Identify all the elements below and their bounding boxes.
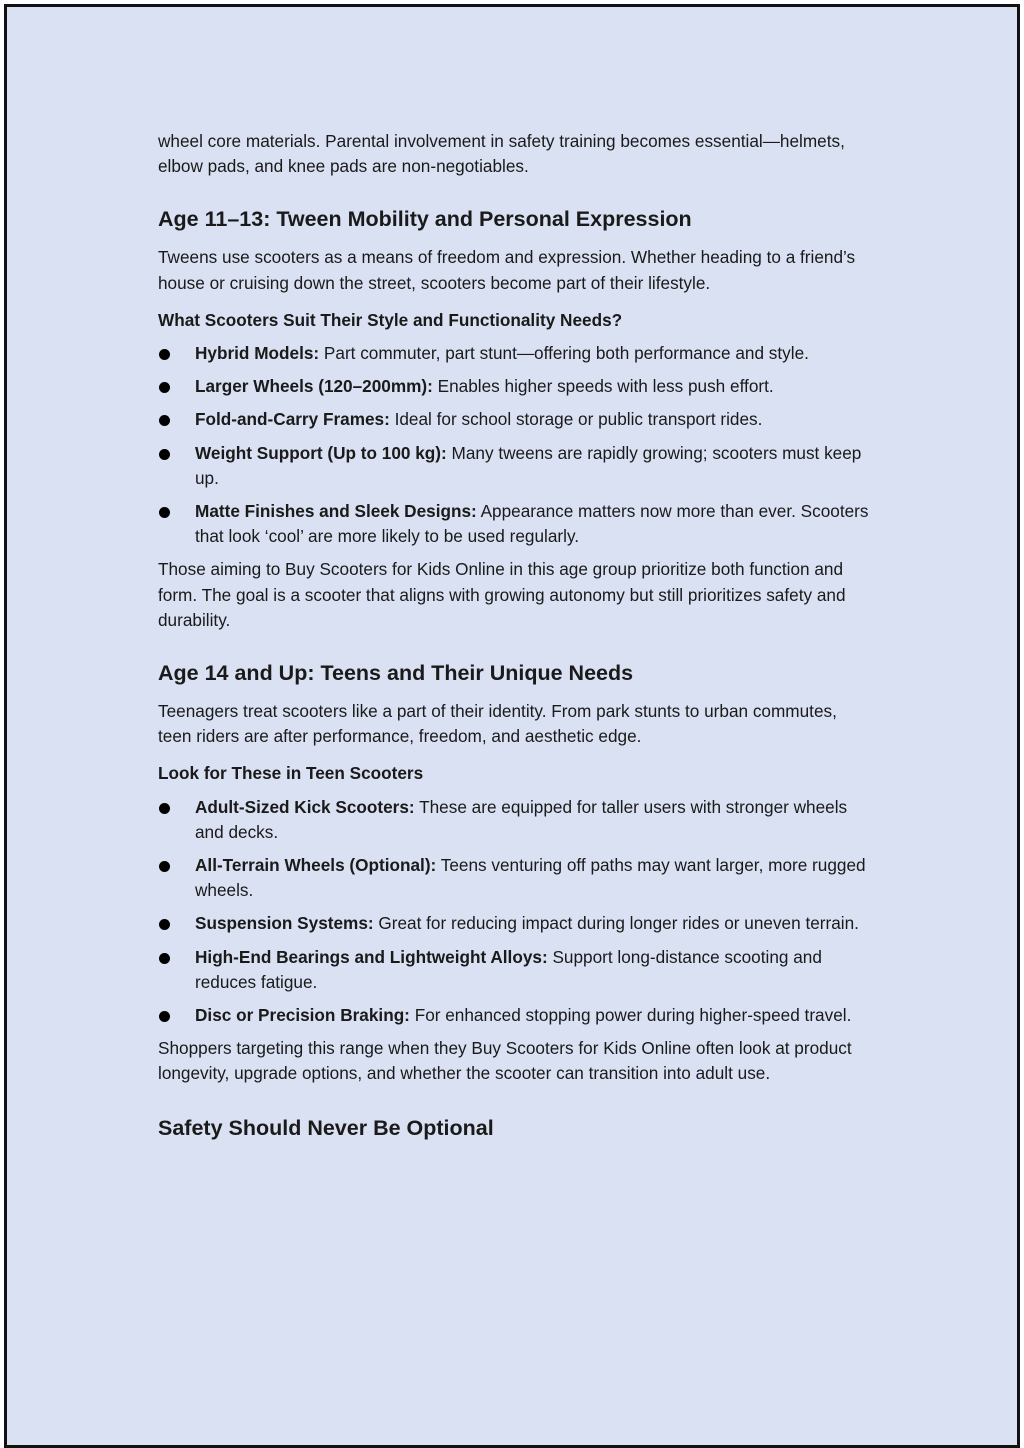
bullet-text: Part commuter, part stunt—offering both performance and style. [319, 343, 809, 364]
bullet-text: For enhanced stopping power during higher-speed travel. [409, 1005, 852, 1026]
bullet-text: Appearance matters now more than ever. Scooters that look ‘cool’ are more likely to be used regularly. [195, 501, 869, 547]
list-item [158, 374, 873, 399]
bullet-icon [159, 861, 170, 872]
bullet-label: Hybrid Models: [195, 343, 320, 364]
intro-paragraph: wheel core materials. Parental involvement in safety training becomes essential—helmets, elbow pads, and knee pads are non-negotiables. [158, 131, 845, 177]
bullet-icon [159, 382, 170, 393]
section-heading-tween: Age 11–13: Tween Mobility and Personal Expression [158, 207, 692, 232]
bullet-icon [159, 1011, 170, 1022]
document-content [158, 129, 873, 1142]
list-item [158, 1003, 873, 1028]
document-page [4, 4, 1020, 1448]
teen-paragraph: Teenagers treat scooters like a part of their identity. From park stunts to urban commutes, teen riders are after performance, freedom, and aesthetic edge. [158, 701, 837, 747]
bullet-text: Many tweens are rapidly growing; scooters must keep up. [195, 442, 862, 488]
list-item [158, 911, 873, 936]
tween-bullet-list [158, 341, 873, 549]
bullet-label: Disc or Precision Braking: [195, 1005, 410, 1026]
bullet-icon [159, 919, 170, 930]
teen-closing-paragraph: Shoppers targeting this range when they Buy Scooters for Kids Online often look at product longevity, upgrade options, and whether the scooter can transition into adult use. [158, 1038, 852, 1084]
section-heading-teen: Age 14 and Up: Teens and Their Unique Needs [158, 661, 634, 686]
bullet-label: Adult-Sized Kick Scooters: [195, 796, 415, 817]
teen-subheading: Look for These in Teen Scooters [158, 763, 424, 784]
bullet-text: Teens venturing off paths may want larger, more rugged wheels. [195, 855, 866, 901]
tween-paragraph: Tweens use scooters as a means of freedom and expression. Whether heading to a friend’s house or cruising down the street, scooters become part of their lifestyle. [158, 247, 856, 293]
bullet-icon [159, 507, 170, 518]
bullet-text: Support long-distance scooting and reduces fatigue. [195, 946, 822, 992]
bullet-label: All-Terrain Wheels (Optional): [195, 855, 437, 876]
list-item [158, 341, 873, 366]
bullet-text: These are equipped for taller users with stronger wheels and decks. [195, 796, 848, 842]
bullet-label: Suspension Systems: [195, 913, 374, 934]
list-item [158, 853, 873, 903]
bullet-label: High-End Bearings and Lightweight Alloys: [195, 946, 548, 967]
list-item [158, 945, 873, 995]
list-item [158, 499, 873, 549]
bullet-text: Ideal for school storage or public transport rides. [389, 409, 763, 430]
bullet-icon [159, 953, 170, 964]
bullet-label: Fold-and-Carry Frames: [195, 409, 390, 430]
bullet-text: Enables higher speeds with less push effort. [432, 376, 774, 397]
list-item [158, 795, 873, 845]
bullet-label: Weight Support (Up to 100 kg): [195, 442, 447, 463]
bullet-icon [159, 803, 170, 814]
teen-bullet-list [158, 795, 873, 1029]
list-item [158, 407, 873, 432]
list-item [158, 441, 873, 491]
section-heading-safety: Safety Should Never Be Optional [158, 1115, 494, 1140]
bullet-text: Great for reducing impact during longer rides or uneven terrain. [373, 913, 859, 934]
bullet-icon [159, 349, 170, 360]
bullet-icon [159, 415, 170, 426]
bullet-label: Matte Finishes and Sleek Designs: [195, 501, 477, 522]
bullet-label: Larger Wheels (120–200mm): [195, 376, 433, 397]
tween-closing-paragraph: Those aiming to Buy Scooters for Kids Online in this age group prioritize both function and form. The goal is a scooter that aligns with growing autonomy but still prioritizes safety and durability. [158, 559, 846, 630]
tween-subheading: What Scooters Suit Their Style and Functionality Needs? [158, 309, 623, 330]
bullet-icon [159, 449, 170, 460]
